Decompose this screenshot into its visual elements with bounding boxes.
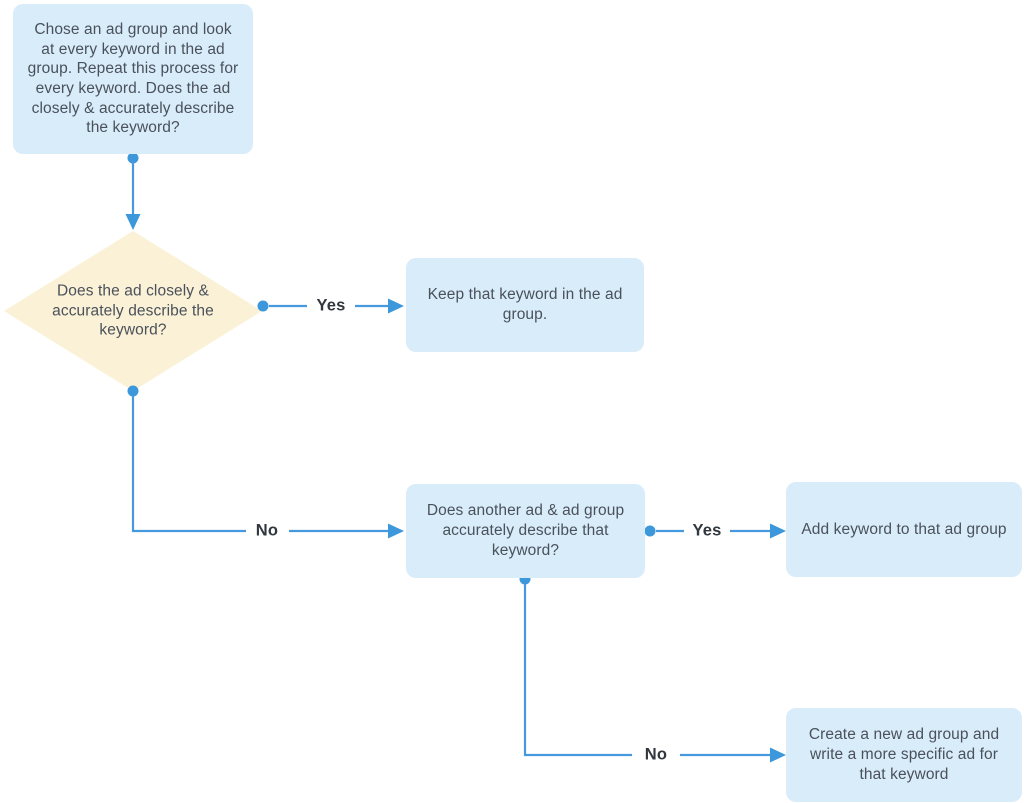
connector-decision2-no bbox=[520, 574, 787, 763]
node-decision2 bbox=[406, 484, 645, 578]
node-start-label: Chose an ad group and look at every keyword in the ad group. Repeat this process for every keyword. Does the ad closely & accurately describe the keyword? bbox=[27, 20, 239, 137]
edge-label-decision1-yes: Yes bbox=[316, 296, 346, 315]
edge-label-decision1-no: No bbox=[255, 521, 279, 540]
connector-decision1-no bbox=[128, 386, 405, 539]
edge-label-decision2-no: No bbox=[644, 745, 668, 764]
node-decision2-label: Does another ad & ad group accurately describe that keyword? bbox=[426, 502, 625, 559]
node-decision1 bbox=[35, 281, 231, 340]
edge-dot bbox=[645, 526, 656, 537]
node-keep-keyword bbox=[406, 258, 644, 352]
edge-dot bbox=[258, 301, 269, 312]
edge-arrowhead-down bbox=[126, 214, 141, 230]
edge-line bbox=[133, 396, 246, 531]
node-create-ad-group-label: Create a new ad group and write a more specific ad for that keyword bbox=[808, 726, 1000, 783]
node-add-keyword-label: Add keyword to that ad group bbox=[801, 520, 1007, 538]
node-start bbox=[13, 4, 253, 154]
edge-arrowhead-right bbox=[388, 299, 404, 314]
edge-dot bbox=[128, 386, 139, 397]
edge-label-decision2-yes: Yes bbox=[692, 521, 722, 540]
edge-arrowhead-right bbox=[770, 524, 786, 539]
node-add-keyword bbox=[786, 482, 1022, 577]
node-decision1-label: Does the ad closely & accurately describe the keyword? bbox=[52, 282, 214, 339]
edge-arrowhead-right bbox=[770, 748, 786, 763]
edge-line bbox=[525, 584, 632, 755]
node-keep-keyword-label: Keep that keyword in the ad group. bbox=[427, 286, 623, 323]
edge-arrowhead-right bbox=[388, 524, 404, 539]
node-create-ad-group bbox=[786, 708, 1022, 802]
connector-start-to-decision1 bbox=[126, 153, 141, 231]
